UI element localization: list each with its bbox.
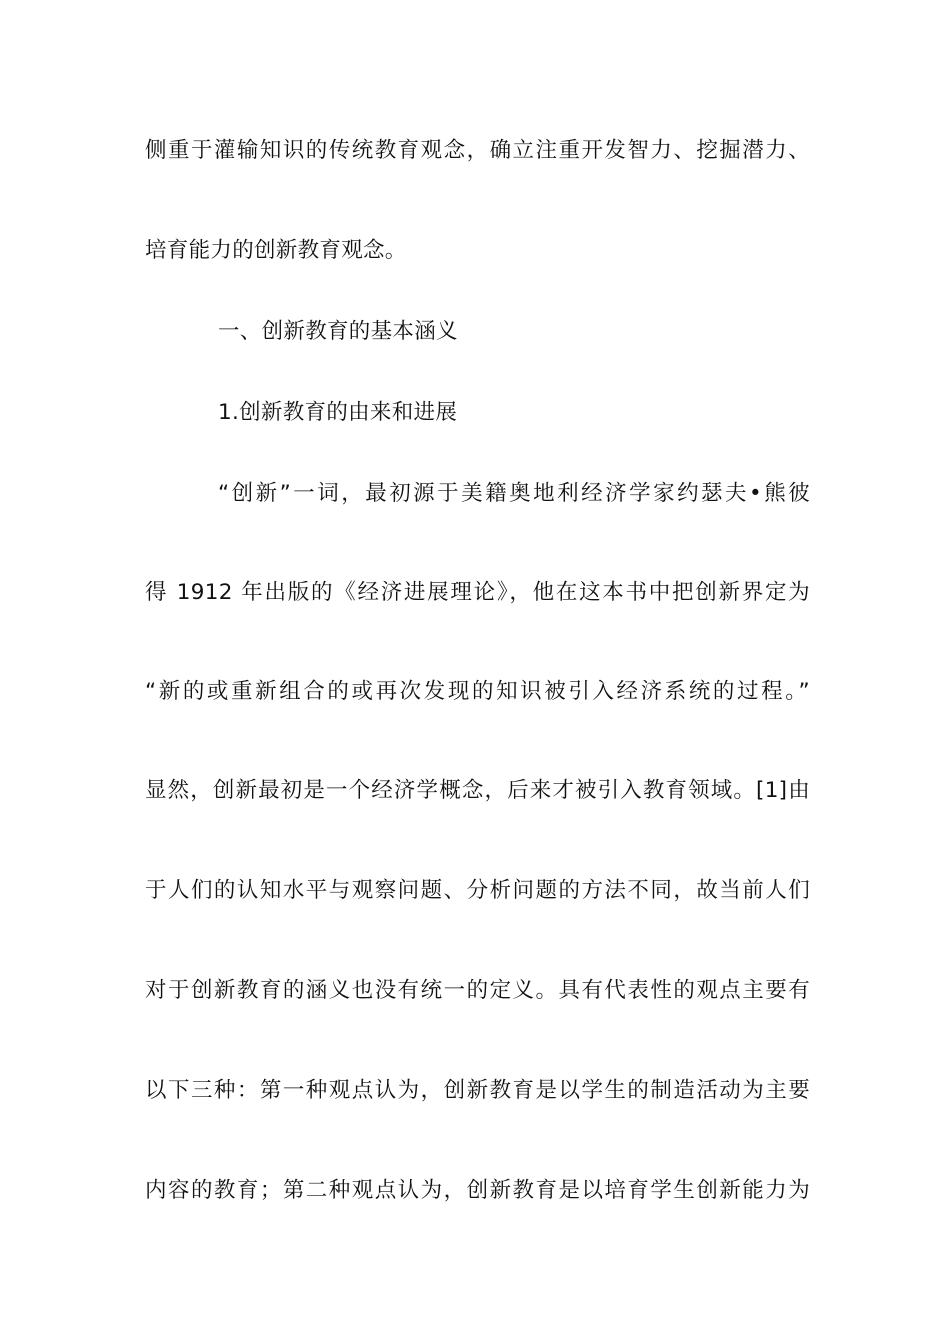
paragraph-line: 显然，创新最初是一个经济学概念，后来才被引入教育领域。[1]由 (145, 778, 810, 803)
paragraph-line: “新的或重新组合的或再次发现的知识被引入经济系统的过程。” (145, 679, 810, 704)
paragraph-line: 得 1912 年出版的《经济进展理论》，他在这本书中把创新界定为 (145, 580, 810, 605)
paragraph-line: “创新”一词，最初源于美籍奥地利经济学家约瑟夫•熊彼 (218, 481, 810, 506)
paragraph-line: 培育能力的创新教育观念。 (145, 238, 407, 263)
paragraph-line: 侧重于灌输知识的传统教育观念，确立注重开发智力、挖掘潜力、 (145, 138, 810, 163)
paragraph-line: 对于创新教育的涵义也没有统一的定义。具有代表性的观点主要有 (145, 978, 810, 1003)
paragraph-line: 以下三种：第一种观点认为，创新教育是以学生的制造活动为主要 (145, 1078, 810, 1103)
section-heading: 一、创新教育的基本涵义 (218, 319, 458, 344)
subsection-heading: 1.创新教育的由来和进展 (218, 400, 458, 425)
paragraph-line: 内容的教育；第二种观点认为，创新教育是以培育学生创新能力为 (145, 1178, 810, 1203)
paragraph-line: 于人们的认知水平与观察问题、分析问题的方法不同，故当前人们 (145, 878, 810, 903)
